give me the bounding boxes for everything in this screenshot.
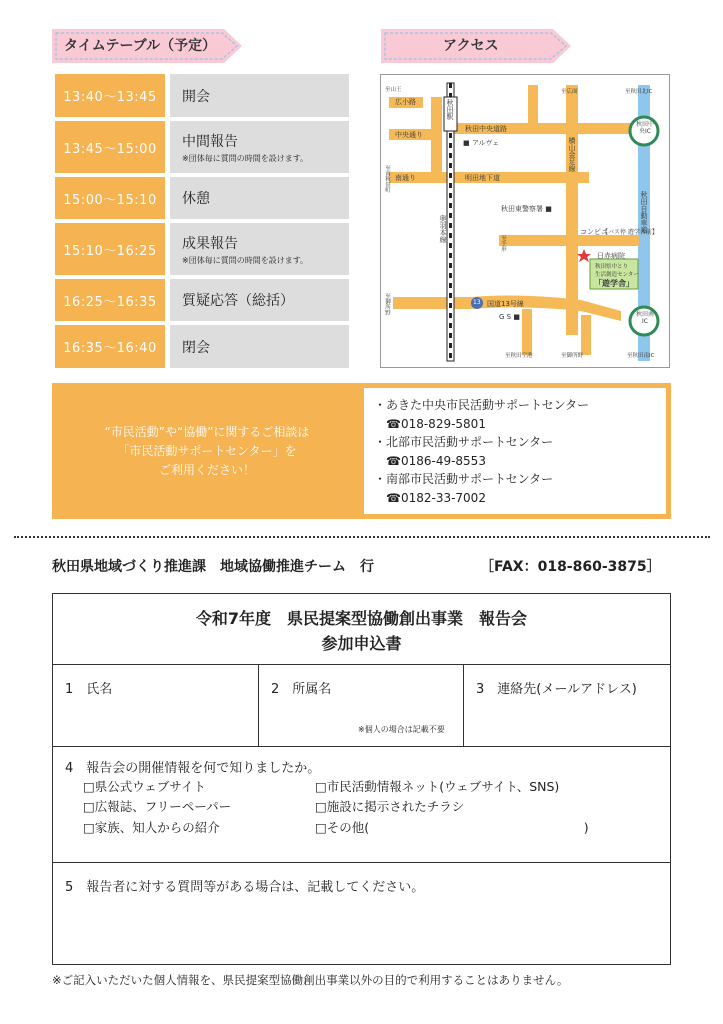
map-label-ou-line: 奥羽本線 xyxy=(439,215,447,243)
timetable-item-title: 開会 xyxy=(182,88,210,105)
form-title-line1: 令和7年度 県民提案型協働創出事業 報告会 xyxy=(195,609,528,628)
map-label-bot3: 至秋田南IC xyxy=(627,353,655,359)
map-label-gs: G S ■ xyxy=(499,313,520,321)
access-tag-label: アクセス xyxy=(443,38,499,54)
application-form xyxy=(52,593,671,965)
checkbox-option[interactable]: □家族、知人からの紹介 xyxy=(83,820,220,835)
map-label-hospital: 日赤病院 xyxy=(597,252,625,260)
timetable-item-title: 中間報告 xyxy=(182,133,238,150)
timetable-item xyxy=(170,121,349,173)
map-label-center-sub: 生活創造センター xyxy=(595,272,639,278)
support-center-tel: ☎0186-49-8553 xyxy=(386,453,486,468)
consult-line: “市民活動”や“協働”に関するご相談は xyxy=(104,424,310,439)
map-label-center-name: 秋田県中とり xyxy=(595,264,629,270)
map-label-bus-stop: 【バス停 遊学舎前】 xyxy=(602,229,658,236)
map-label-top3: 至秋田北IC xyxy=(625,89,653,95)
contact-email-field[interactable]: 3 連絡先(メールアドレス) xyxy=(476,682,637,697)
map-label-center-main: 「遊学舎」 xyxy=(594,279,634,288)
map-label-route13-number: 13 xyxy=(473,299,481,306)
timetable-time: 16:25～16:35 xyxy=(55,279,165,321)
support-center-name: ・南部市民活動サポートセンター xyxy=(374,472,554,486)
timetable-item xyxy=(170,74,349,117)
divider xyxy=(258,664,259,746)
support-center-tel: ☎018-829-5801 xyxy=(386,416,486,431)
map-label-meiji: 明田地下道 xyxy=(465,174,500,182)
divider xyxy=(53,862,670,863)
timetable-item-title: 成果報告 xyxy=(182,235,238,252)
consult-message xyxy=(52,383,362,519)
map-label-top2: 至広面 xyxy=(561,89,578,95)
question5-field[interactable]: 5 報告者に対する質問等がある場合は、記載してください。 xyxy=(65,880,425,895)
map-label-expressway: 秋田自動車道 xyxy=(640,191,648,233)
checkbox-option[interactable]: □県公式ウェブサイト xyxy=(83,779,206,794)
cut-line xyxy=(14,536,710,538)
map-label-bot1: 至秋田空港 xyxy=(505,353,533,359)
checkbox-option[interactable]: □広報誌、フリーペーパー xyxy=(83,799,232,814)
fax-number: ［FAX：018-860-3875］ xyxy=(480,559,661,575)
consult-box xyxy=(52,383,671,519)
map-label-route13: 国道13号線 xyxy=(487,300,524,308)
consult-line: ご利用ください！ xyxy=(158,462,255,477)
map-label-minami: 南通り xyxy=(395,174,416,182)
map-label-aluve: ■ アルヴェ xyxy=(463,139,500,147)
support-center-list xyxy=(364,388,666,514)
map-label-ic-bottom: 秋田南IC xyxy=(635,311,654,325)
checkbox-option[interactable]: □施設に掲示されたチラシ xyxy=(315,799,465,814)
map-label-left1: 至南秋田町 xyxy=(384,165,390,193)
map-label-yokoyama: 横山金足線 xyxy=(568,137,576,172)
timetable-time: 15:00～15:10 xyxy=(55,177,165,219)
timetable-time: 15:10～16:25 xyxy=(55,223,165,275)
affiliation-note: ※個人の場合は記載不要 xyxy=(358,725,445,734)
name-field[interactable]: 1 氏名 xyxy=(65,682,113,697)
timetable-item xyxy=(170,325,349,368)
map-label-chuo-road: 秋田中央道路 xyxy=(465,125,507,133)
divider xyxy=(53,664,670,665)
question4-label: 4 報告会の開催情報を何で知りましたか。 xyxy=(65,761,321,776)
map-label-hiroko: 広小路 xyxy=(395,98,416,106)
map-label-mid1: 至手形 xyxy=(500,235,506,252)
timetable-item-note: ※団体毎に質問の時間を設けます。 xyxy=(182,255,309,265)
access-map xyxy=(380,74,670,368)
support-center-tel: ☎0182-33-7002 xyxy=(386,490,486,505)
map-roads xyxy=(381,75,670,368)
map-label-conbini: コンビニ xyxy=(580,228,608,236)
timetable-item-title: 閉会 xyxy=(182,339,210,356)
timetable-tag-label: タイムテーブル（予定） xyxy=(64,38,217,54)
support-center-name: ・あきた中央市民活動サポートセンター xyxy=(374,398,590,412)
timetable-time: 13:40～13:45 xyxy=(55,74,165,117)
timetable-item-title: 休憩 xyxy=(182,191,210,207)
map-label-akita-station: 秋田駅 xyxy=(446,99,454,120)
form-destination: 秋田県地域づくり推進課 地域協働推進チーム 行 xyxy=(52,559,374,575)
timetable-item xyxy=(170,177,349,219)
checkbox-option[interactable]: □市民活動情報ネット(ウェブサイト、SNS) xyxy=(315,779,560,794)
access-tag xyxy=(381,29,571,63)
form-title-line2: 参加申込書 xyxy=(321,634,402,653)
timetable-item xyxy=(170,223,349,275)
timetable-item xyxy=(170,279,349,321)
consult-line: 「市民活動サポートセンター」を xyxy=(117,443,297,458)
timetable-time: 16:35～16:40 xyxy=(55,325,165,368)
divider xyxy=(463,664,464,746)
map-label-chuo: 中央通り xyxy=(395,131,423,139)
timetable-item-note: ※団体毎に質問の時間を設けます。 xyxy=(182,153,309,163)
timetable-tag xyxy=(52,29,242,63)
map-label-police: 秋田東警察署 ■ xyxy=(501,205,552,213)
map-label-top1: 至山王 xyxy=(385,87,402,93)
affiliation-field[interactable]: 2 所属名 xyxy=(271,682,332,697)
map-label-ic-top: 秋田中央IC xyxy=(635,121,654,135)
privacy-note: ※ご記入いただいた個人情報を、県民提案型協働創出事業以外の目的で利用することはありません。 xyxy=(52,973,569,987)
timetable-item-title: 質疑応答（総括） xyxy=(182,293,294,309)
divider xyxy=(53,746,670,747)
timetable-time: 13:45～15:00 xyxy=(55,121,165,173)
map-label-bot2: 至御所野 xyxy=(561,353,584,359)
support-center-name: ・北部市民活動サポートセンター xyxy=(374,435,554,449)
map-label-left2: 至御所野 xyxy=(384,293,390,315)
checkbox-option[interactable]: □その他( ) xyxy=(315,820,589,835)
